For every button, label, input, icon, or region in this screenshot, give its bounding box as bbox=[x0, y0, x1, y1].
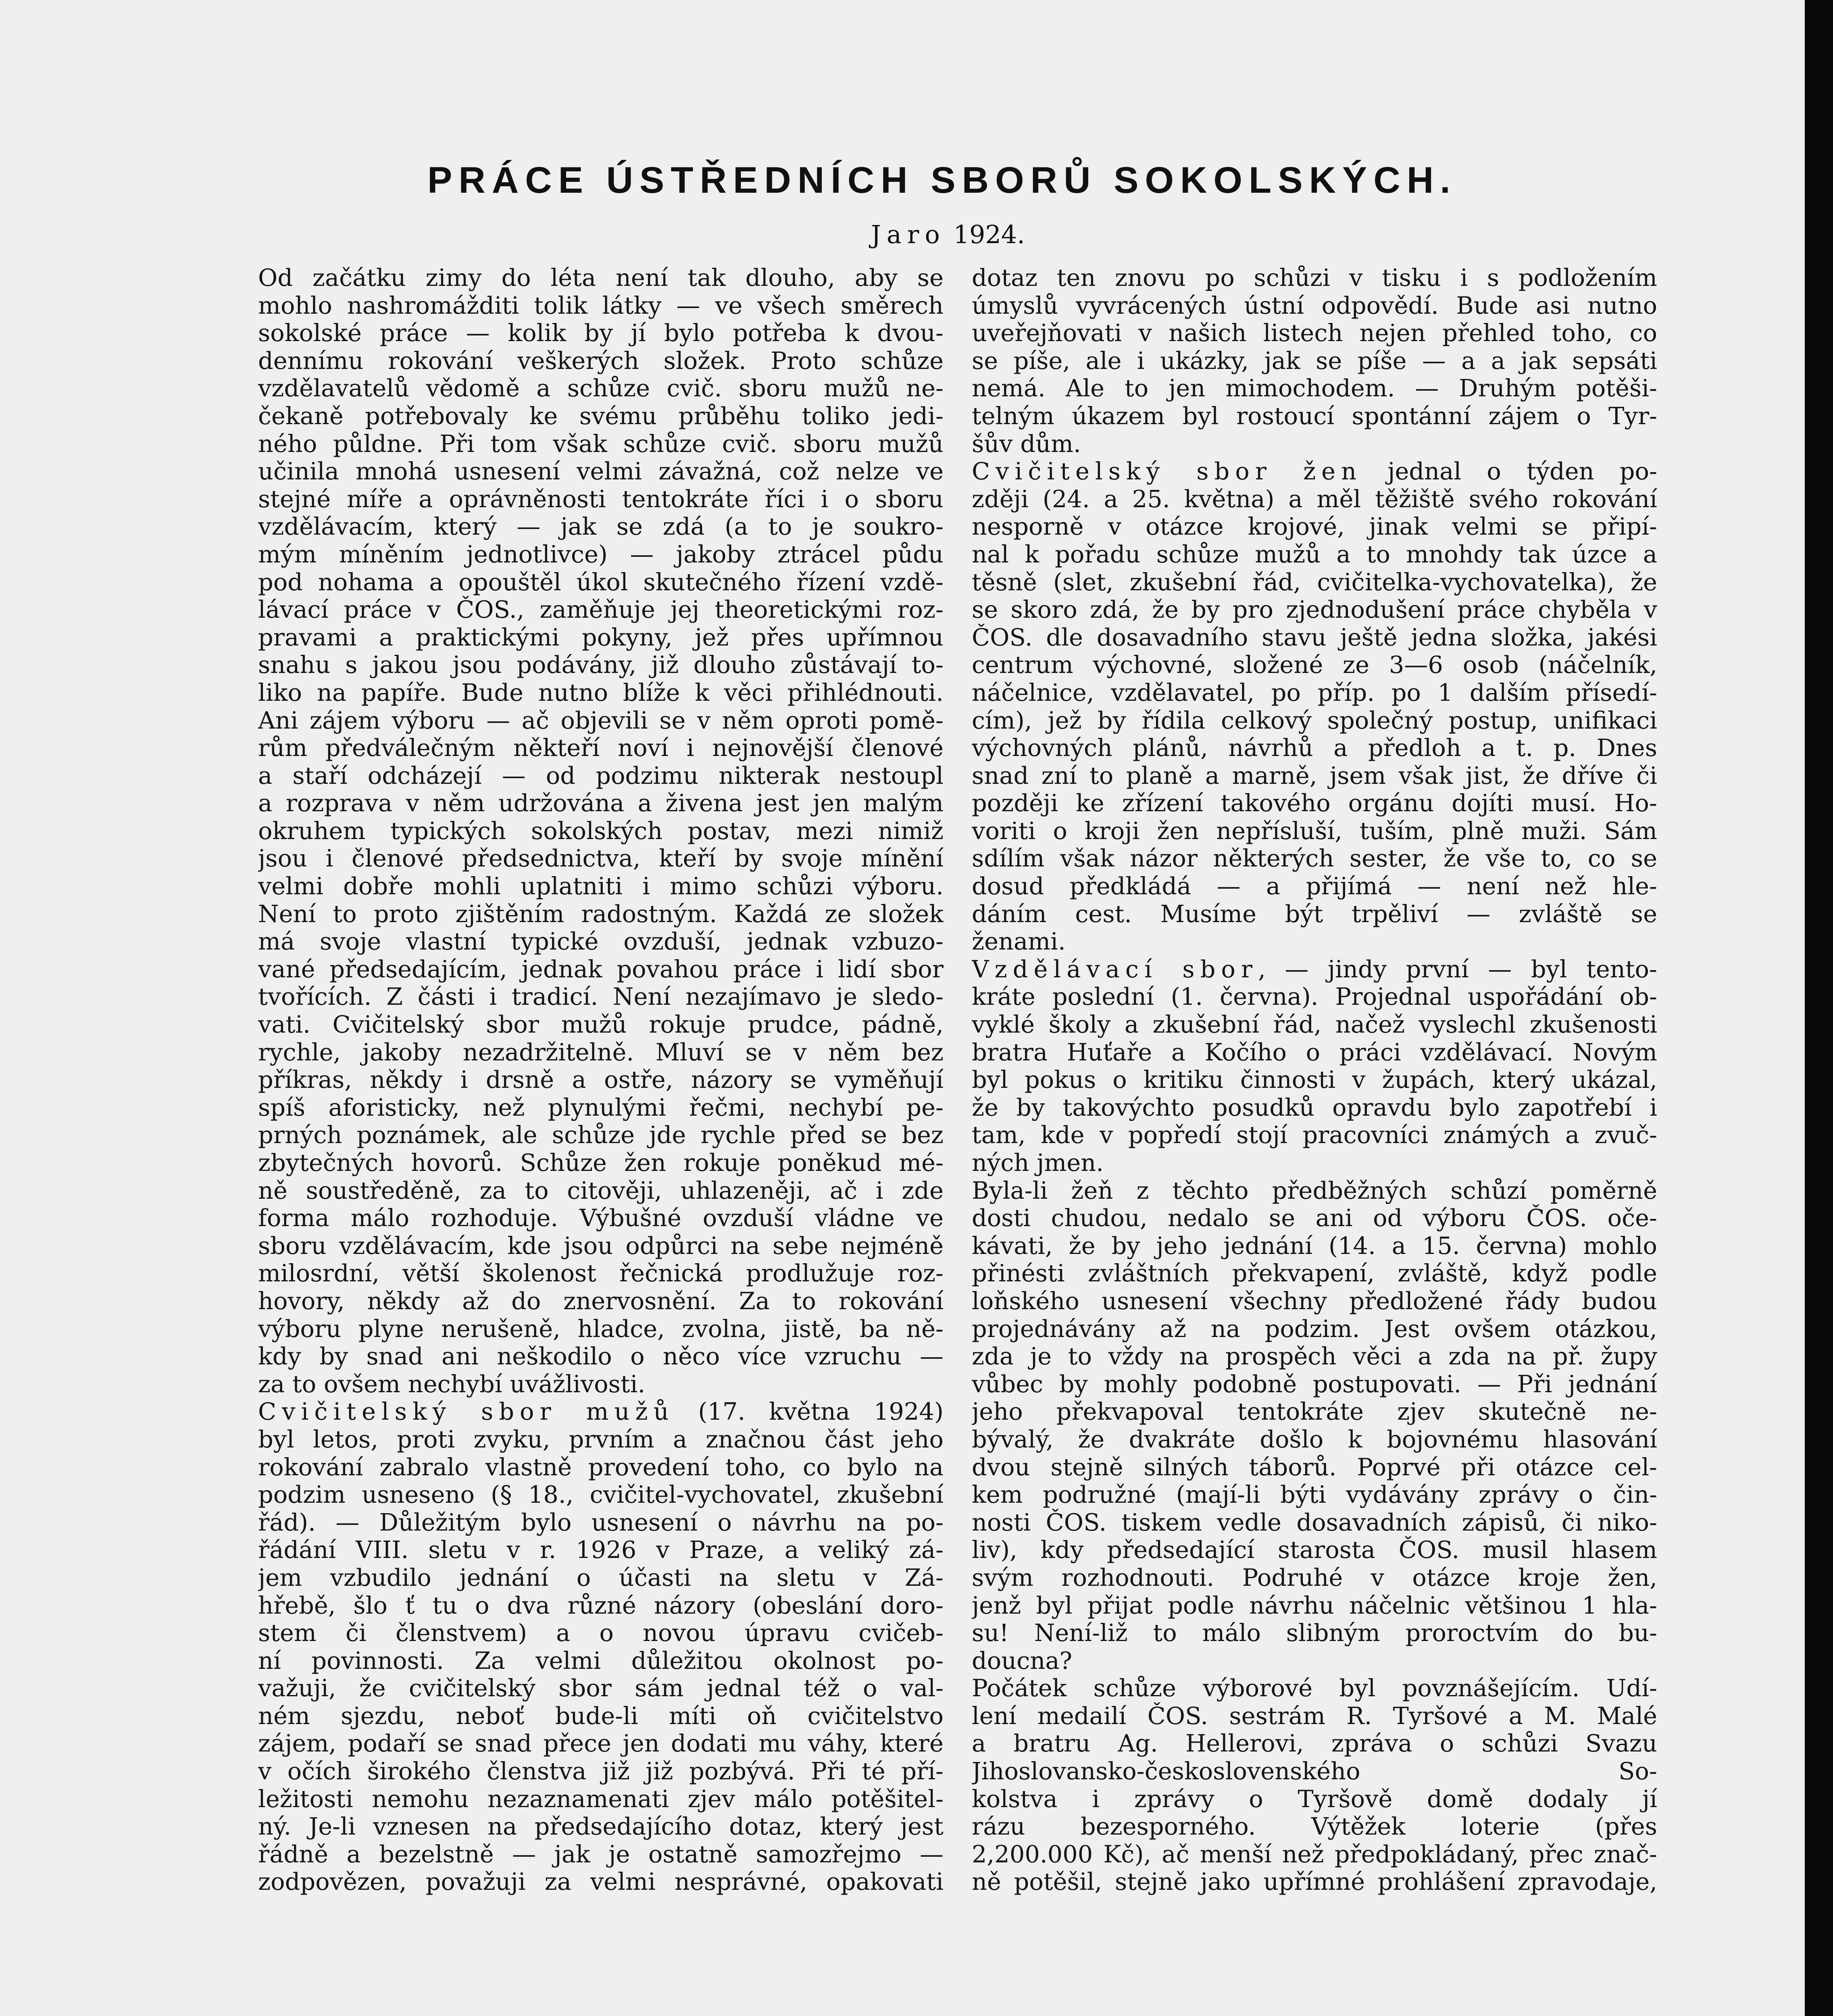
text-line: přinésti zvláštních překvapení, zvláště, když podle bbox=[972, 1260, 1657, 1287]
article-subtitle bbox=[871, 220, 1153, 249]
text-line: v očích širokého členstva již již pozbývá. Při té pří- bbox=[258, 1758, 944, 1785]
text-line: zodpovězen, považuji za velmi nesprávné, opakovati bbox=[258, 1868, 944, 1896]
text-line: ném sjezdu, neboť bude-li míti oň cvičitelstvo bbox=[258, 1702, 944, 1730]
text-line: se píše, ale i ukázky, jak se píše — a a jak sepsáti bbox=[972, 347, 1657, 375]
text-line: Jihoslovansko-československého So- bbox=[972, 1758, 1657, 1785]
text-line: řád). — Důležitým bylo usnesení o návrhu na po- bbox=[258, 1508, 944, 1536]
text-line: ného půldne. Při tom však schůze cvič. sboru mužů bbox=[258, 430, 944, 458]
text-line: rychle, jakoby nezadržitelně. Mluví se v něm bez bbox=[258, 1038, 944, 1066]
spaced-phrase: Cvičitelský sbor mužů bbox=[258, 1398, 675, 1426]
text-line: Není to proto zjištěním radostným. Každá ze složek bbox=[258, 900, 944, 928]
text-line: ní povinnosti. Za velmi důležitou okolnost po- bbox=[258, 1647, 944, 1674]
text-line: stem či členstvem) a o novou úpravu cvičeb- bbox=[258, 1619, 944, 1647]
text-line: zájem, podaří se snad přece jen dodati mu váhy, které bbox=[258, 1730, 944, 1758]
text-line: centrum výchovné, složené ze 3—6 osob (náčelník, bbox=[972, 651, 1657, 679]
text-line: nesporně v otázce krojové, jinak velmi se připí- bbox=[972, 513, 1657, 541]
text-line: kem podružné (mají-li býti vydávány zprávy o čin- bbox=[972, 1481, 1657, 1509]
text-line: čekaně potřebovaly ke svému průběhu toliko jedi- bbox=[258, 402, 944, 430]
text-line: učinila mnohá usnesení velmi závažná, což nelze ve bbox=[258, 458, 944, 485]
text-line: zději (24. a 25. května) a měl těžiště svého rokování bbox=[972, 485, 1657, 513]
text-line: svým rozhodnouti. Podruhé v otázce kroje žen, bbox=[972, 1564, 1657, 1591]
text-line: snahu s jakou jsou podávány, již dlouho zůstávají to- bbox=[258, 651, 944, 679]
text-line: su! Není-liž to málo slibným proroctvím do bu- bbox=[972, 1619, 1657, 1647]
text-line: milosrdní, větší školenost řečnická prodlužuje roz- bbox=[258, 1260, 944, 1287]
text-line: forma málo rozhoduje. Výbušné ovzduší vládne ve bbox=[258, 1204, 944, 1232]
text-line: dvou stejně silných táborů. Poprvé při otázce cel- bbox=[972, 1453, 1657, 1481]
text-line: okruhem typických sokolských postav, mezi nimiž bbox=[258, 817, 944, 845]
right-text-column bbox=[972, 264, 1657, 1896]
text-line: Ani zájem výboru — ač objevili se v něm oproti pomě- bbox=[258, 706, 944, 734]
text-line: ležitosti nemohu nezaznamenati zjev málo potěšitel- bbox=[258, 1785, 944, 1813]
text-line: dosud předkládá — a přijímá — není než hle- bbox=[972, 873, 1657, 900]
text-line: tam, kde v popředí stojí pracovníci známých a zvuč- bbox=[972, 1121, 1657, 1149]
text-line: Počátek schůze výborové byl povznášejícím. Udí- bbox=[972, 1674, 1657, 1702]
text-line: vzdělávacím, který — jak se zdá (a to je soukro- bbox=[258, 513, 944, 541]
season-label: Jaro bbox=[871, 220, 946, 249]
text-line: stejné míře a oprávněnosti tentokráte říci i o sboru bbox=[258, 485, 944, 513]
text-line: lení medailí ČOS. sestrám R. Tyršové a M. Malé bbox=[972, 1702, 1657, 1730]
text-line: za to ovšem nechybí uvážlivosti. bbox=[258, 1370, 646, 1398]
text-line: rokování zabralo vlastně provedení toho, co bylo na bbox=[258, 1453, 944, 1481]
text-line: jeho překvapoval tentokráte zjev skutečně ne- bbox=[972, 1398, 1657, 1426]
year-label: 1924. bbox=[953, 220, 1025, 249]
text-line: prných poznámek, ale schůze jde rychle před se bez bbox=[258, 1121, 944, 1149]
text-line: lávací práce v ČOS., zaměňuje jej theoretickými roz- bbox=[258, 596, 944, 624]
text-line: projednávány až na podzim. Jest ovšem otázkou, bbox=[972, 1315, 1657, 1343]
text-line: snad zní to planě a marně, jsem však jist, že dříve či bbox=[972, 762, 1657, 789]
left-text-column bbox=[258, 264, 944, 1896]
text-line: a bratru Ag. Hellerovi, zpráva o schůzi Svazu bbox=[972, 1730, 1657, 1758]
text-line: kdy by snad ani neškodilo o něco více vzruchu — bbox=[258, 1343, 944, 1370]
spaced-phrase: Cvičitelský sbor žen bbox=[972, 458, 1362, 485]
text-line: šův dům. bbox=[972, 430, 1081, 458]
text-line: telným úkazem byl rostoucí spontánní zájem o Tyr- bbox=[972, 402, 1657, 430]
text-line: rům předválečným někteří noví i nejnovější členové bbox=[258, 734, 944, 762]
text-line: příkras, někdy i drsně a ostře, názory se vyměňují bbox=[258, 1066, 944, 1094]
text-line: byl pokus o kritiku činnosti v župách, který ukázal, bbox=[972, 1066, 1657, 1094]
text-line: dennímu rokování veškerých složek. Proto schůze bbox=[258, 347, 944, 375]
text-line: vané předsedajícím, jednak povahou práce i lidí sbor bbox=[258, 955, 944, 983]
text-line: má svoje vlastní typické ovzduší, jednak vzbuzo- bbox=[258, 928, 944, 956]
text-line: byl letos, proti zvyku, prvním a značnou část jeho bbox=[258, 1425, 944, 1453]
text-line: Byla-li žeň z těchto předběžných schůzí poměrně bbox=[972, 1177, 1657, 1204]
text-line: bývalý, že dvakráte došlo k bojovnému hlasování bbox=[972, 1425, 1657, 1453]
text-line: spíš aforisticky, než plynulými řečmi, nechybí pe- bbox=[258, 1093, 944, 1121]
text-line: liv), kdy předsedající starosta ČOS. musil hlasem bbox=[972, 1536, 1657, 1564]
text-line: liko na papíře. Bude nutno blíže k věci přihlédnouti. bbox=[258, 679, 944, 706]
text-line: doucna? bbox=[972, 1647, 1073, 1674]
text-line: dosti chudou, nedalo se ani od výboru ČOS. oče- bbox=[972, 1204, 1657, 1232]
text-line: loňského usnesení všechny předložené řády budou bbox=[972, 1287, 1657, 1315]
text-line: ČOS. dle dosavadního stavu ještě jedna složka, jakési bbox=[972, 623, 1657, 651]
text-line: sokolské práce — kolik by jí bylo potřeba k dvou- bbox=[258, 319, 944, 347]
text-line: vyklé školy a zkušební řád, načež vyslechl zkušenosti bbox=[972, 1011, 1657, 1039]
text-line: uveřejňovati v našich listech nejen přehled toho, co bbox=[972, 319, 1657, 347]
text-line: náčelnice, vzdělavatel, po příp. po 1 dalším přísedí- bbox=[972, 679, 1657, 706]
text-line: velmi dobře mohli uplatniti i mimo schůzi výboru. bbox=[258, 873, 944, 900]
text-line: kráte poslední (1. června). Projednal uspořádání ob- bbox=[972, 983, 1657, 1011]
text-line: že by takovýchto posudků opravdu bylo zapotřebí i bbox=[972, 1093, 1657, 1121]
text-line: dáním cest. Musíme být trpěliví — zvláště se bbox=[972, 900, 1657, 928]
text-line: se skoro zdá, že by pro zjednodušení práce chyběla v bbox=[972, 596, 1657, 624]
text-line: úmyslů vyvrácených ústní odpovědí. Bude asi nutno bbox=[972, 292, 1657, 319]
article-title: PRÁCE ÚSTŘEDNÍCH SBORŮ SOKOLSKÝCH. bbox=[427, 160, 1457, 201]
text-line: jenž byl přijat podle návrhu náčelnic většinou 1 hla- bbox=[972, 1591, 1657, 1619]
text-line: Cvičitelský sbor žen jednal o týden po- bbox=[972, 458, 1657, 485]
text-line: těsně (slet, zkušební řád, cvičitelka-vychovatelka), že bbox=[972, 568, 1657, 596]
text-line: kávati, že by jeho jednání (14. a 15. června) mohlo bbox=[972, 1232, 1657, 1260]
text-line: kolstva i zprávy o Tyršově domě dodaly jí bbox=[972, 1785, 1657, 1813]
text-line: ženami. bbox=[972, 928, 1066, 956]
text-line: nal k pořadu schůze mužů a to mnohdy tak úzce a bbox=[972, 540, 1657, 568]
text-line: výchovných plánů, návrhů a předloh a t. p. Dnes bbox=[972, 734, 1657, 762]
text-line: Vzdělávací sbor, — jindy první — byl tento- bbox=[972, 955, 1657, 983]
text-line: rázu bezesporného. Výtěžek loterie (přes bbox=[972, 1813, 1657, 1841]
text-line: jsou i členové předsednictva, kteří by svoje mínění bbox=[258, 845, 944, 873]
text-line: dotaz ten znovu po schůzi v tisku i s podložením bbox=[972, 264, 1657, 292]
text-line: voriti o kroji žen nepřísluší, tuším, plně muži. Sám bbox=[972, 817, 1657, 845]
text-line: pod nohama a opouštěl úkol skutečného řízení vzdě- bbox=[258, 568, 944, 596]
text-line: tvořících. Z části i tradicí. Není nezajímavo je sledo- bbox=[258, 983, 944, 1011]
text-line: Cvičitelský sbor mužů (17. května 1924) bbox=[258, 1398, 944, 1426]
text-line: važuji, že cvičitelský sbor sám jednal též o val- bbox=[258, 1674, 944, 1702]
text-line: mohlo nashromážditi tolik látky — ve všech směrech bbox=[258, 292, 944, 319]
text-line: pravami a praktickými pokyny, jež přes upřímnou bbox=[258, 623, 944, 651]
text-line: a rozprava v něm udržována a živena jest jen malým bbox=[258, 789, 944, 817]
text-line: cím), jež by řídila celkový společný postup, unifikaci bbox=[972, 706, 1657, 734]
text-line: nosti ČOS. tiskem vedle dosavadních zápisů, či niko- bbox=[972, 1508, 1657, 1536]
text-line: ně potěšil, stejně jako upřímné prohlášení zpravodaje, bbox=[972, 1868, 1657, 1896]
text-line: vzdělavatelů vědomě a schůze cvič. sboru mužů ne- bbox=[258, 375, 944, 402]
text-line: podzim usneseno (§ 18., cvičitel-vychovatel, zkušební bbox=[258, 1481, 944, 1509]
text-line: výboru plyne nerušeně, hladce, zvolna, jistě, ba ně- bbox=[258, 1315, 944, 1343]
text-line: mým míněním jednotlivce) — jakoby ztrácel půdu bbox=[258, 540, 944, 568]
text-line: ných jmen. bbox=[972, 1149, 1104, 1177]
text-line: řádně a bezelstně — jak je ostatně samozřejmo — bbox=[258, 1840, 944, 1868]
text-line: vati. Cvičitelský sbor mužů rokuje prudce, pádně, bbox=[258, 1011, 944, 1039]
text-line: hřebě, šlo ť tu o dva různé názory (obeslání doro- bbox=[258, 1591, 944, 1619]
text-line: ný. Je-li vznesen na předsedajícího dotaz, který jest bbox=[258, 1813, 944, 1841]
spaced-phrase: Vzdělávací sbor bbox=[972, 955, 1258, 983]
text-line: bratra Huťaře a Kočího o práci vzdělávací. Novým bbox=[972, 1038, 1657, 1066]
text-line: zda je to vždy na prospěch věci a zda na př. župy bbox=[972, 1343, 1657, 1370]
text-line: hovory, někdy až do znervosnění. Za to rokování bbox=[258, 1287, 944, 1315]
text-line: řádání VIII. sletu v r. 1926 v Praze, a veliký zá- bbox=[258, 1536, 944, 1564]
text-line: sdílím však názor některých sester, že vše to, co se bbox=[972, 845, 1657, 873]
text-line: později ke zřízení takového orgánu dojíti musí. Ho- bbox=[972, 789, 1657, 817]
text-line: zbytečných hovorů. Schůze žen rokuje poněkud mé- bbox=[258, 1149, 944, 1177]
text-line: Od začátku zimy do léta není tak dlouho, aby se bbox=[258, 264, 944, 292]
text-line: a staří odcházejí — od podzimu nikterak nestoupl bbox=[258, 762, 944, 789]
text-line: 2,200.000 Kč), ač menší než předpokládaný, přec znač- bbox=[972, 1840, 1657, 1868]
text-line: ně soustředěně, za to citověji, uhlazeněji, ač i zde bbox=[258, 1177, 944, 1204]
text-line: nemá. Ale to jen mimochodem. — Druhým potěši- bbox=[972, 375, 1657, 402]
text-line: sboru vzdělávacím, kde jsou odpůrci na sebe nejméně bbox=[258, 1232, 944, 1260]
text-line: jem vzbudilo jednání o účasti na sletu v Zá- bbox=[258, 1564, 944, 1591]
text-line: vůbec by mohly podobně postupovati. — Při jednání bbox=[972, 1370, 1657, 1398]
